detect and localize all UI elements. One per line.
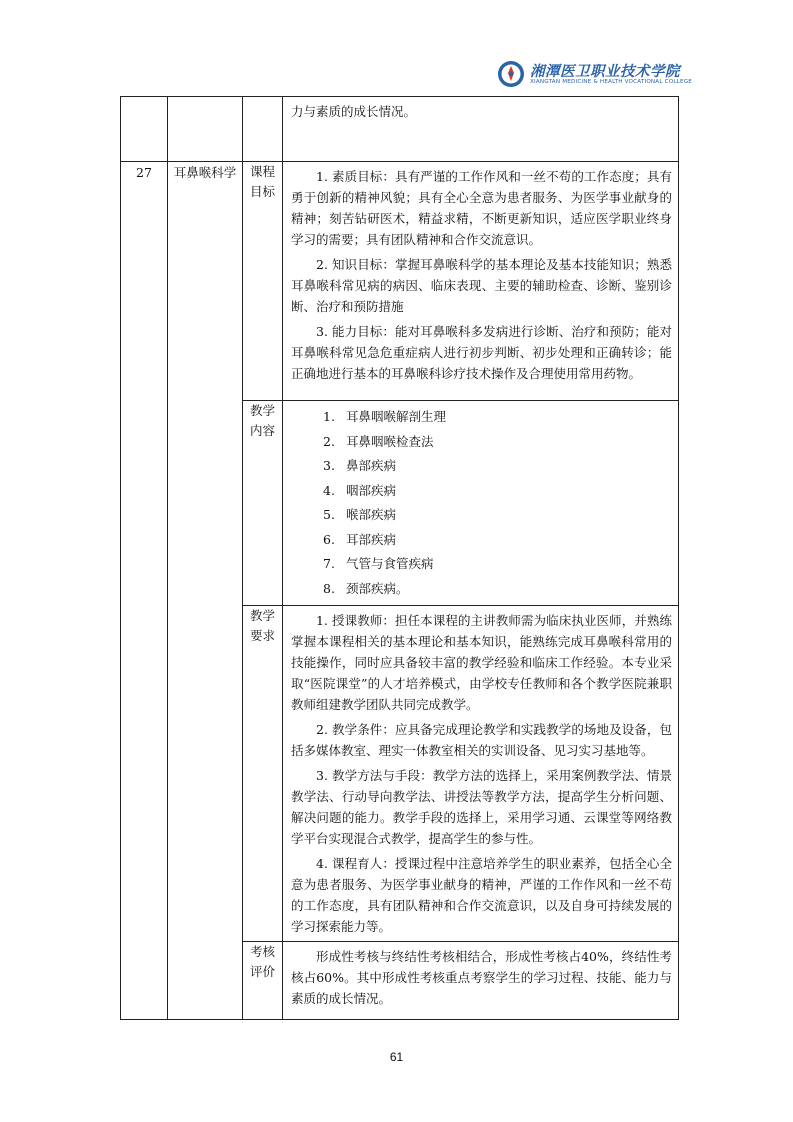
requirement-methods: 3. 教学方法与手段：教学方法的选择上，采用案例教学法、情景教学法、行动导向教学法、讲授法等教学方法，提高学生分析问题、解决问题的能力。教学手段的选择上，采用学习通、云课堂等网络教学平台实现混合式教学，提高学生的参与性。 [291, 768, 672, 846]
course-table [120, 96, 679, 1020]
list-item: 8. 颈部疾病。 [323, 580, 409, 596]
list-item: 5. 喉部疾病 [323, 507, 397, 522]
assessment-text: 形成性考核与终结性考核相结合，形成性考核占40%，终结性考核占60%。其中形成性考核重点考察学生的学习过程、技能、能力与素质的成长情况。 [291, 949, 672, 1006]
continued-text: 力与素质的成长情况。 [283, 97, 679, 162]
content-list [291, 405, 672, 601]
continued-row [121, 97, 679, 162]
assessment-label: 考核 评价 [243, 942, 283, 1020]
content-label: 教学 内容 [243, 401, 283, 606]
college-emblem-icon [497, 60, 525, 88]
requirements-label: 教学 要求 [243, 606, 283, 942]
course-name: 耳鼻喉科学 [168, 162, 243, 1020]
course-number: 27 [121, 162, 168, 1020]
content-cell [283, 401, 679, 606]
objective-quality: 1. 素质目标：具有严谨的工作作风和一丝不苟的工作态度；具有勇于创新的精神风貌；具有全心全意为患者服务、为医学事业献身的精神；刻苦钻研医术，精益求精，不断更新知识，适应医学职业终身学习的需要；具有团队精神和合作交流意识。 [291, 169, 672, 247]
requirement-conditions: 2. 教学条件：应具备完成理论教学和实践教学的场地及设备，包括多媒体教室、理实一体教室相关的实训设备、见习实习基地等。 [291, 722, 672, 758]
list-item: 4. 咽部疾病 [323, 482, 397, 498]
objective-ability: 3. 能力目标：能对耳鼻喉科多发病进行诊断、治疗和预防；能对耳鼻喉科常见急危重症病人进行初步判断、初步处理和正确转诊；能正确地进行基本的耳鼻喉科诊疗技术操作及合理使用常用药物。 [291, 324, 672, 381]
list-item: 7. 气管与食管疾病 [323, 556, 434, 571]
school-name-cn: 湘潭医卫职业技术学院 [530, 63, 680, 80]
objectives-label: 课程 目标 [243, 162, 283, 401]
list-item: 3. 鼻部疾病 [323, 458, 397, 473]
objective-knowledge: 2. 知识目标：掌握耳鼻喉科学的基本理论及基本技能知识；熟悉耳鼻喉科常见病的病因、临床表现、主要的辅助检查、诊断、鉴别诊断、治疗和预防措施 [291, 257, 672, 314]
assessment-cell [283, 942, 679, 1020]
objectives-row [121, 162, 679, 401]
requirement-education: 4. 课程育人：授课过程中注意培养学生的职业素养，包括全心全意为患者服务、为医学事业献身的精神，严谨的工作作风和一丝不苟的工作态度，具有团队精神和合作交流意识，以及自身可持续发展的学习探索能力等。 [291, 856, 672, 934]
list-item: 1. 耳鼻咽喉解剖生理 [323, 409, 447, 424]
requirements-cell [283, 606, 679, 942]
page-number: 61 [389, 1050, 404, 1064]
requirement-teachers: 1. 授课教师：担任本课程的主讲教师需为临床执业医师，并熟练掌握本课程相关的基本理论和基本知识，能熟练完成耳鼻喉科常用的技能操作，同时应具备较丰富的教学经验和临床工作经验。本专业采取“医院课堂”的人才培养模式，由学校专任教师和各个教学医院兼职教师组建教学团队共同完成教学。 [291, 613, 672, 712]
list-item: 6. 耳部疾病 [323, 531, 397, 547]
school-name-en: XIANGTAN MEDICINE & HEALTH VOCATIONAL COLLEGE [530, 79, 692, 85]
college-logo [497, 60, 692, 90]
objectives-cell [283, 162, 679, 401]
list-item: 2. 耳鼻咽喉检查法 [323, 433, 434, 449]
